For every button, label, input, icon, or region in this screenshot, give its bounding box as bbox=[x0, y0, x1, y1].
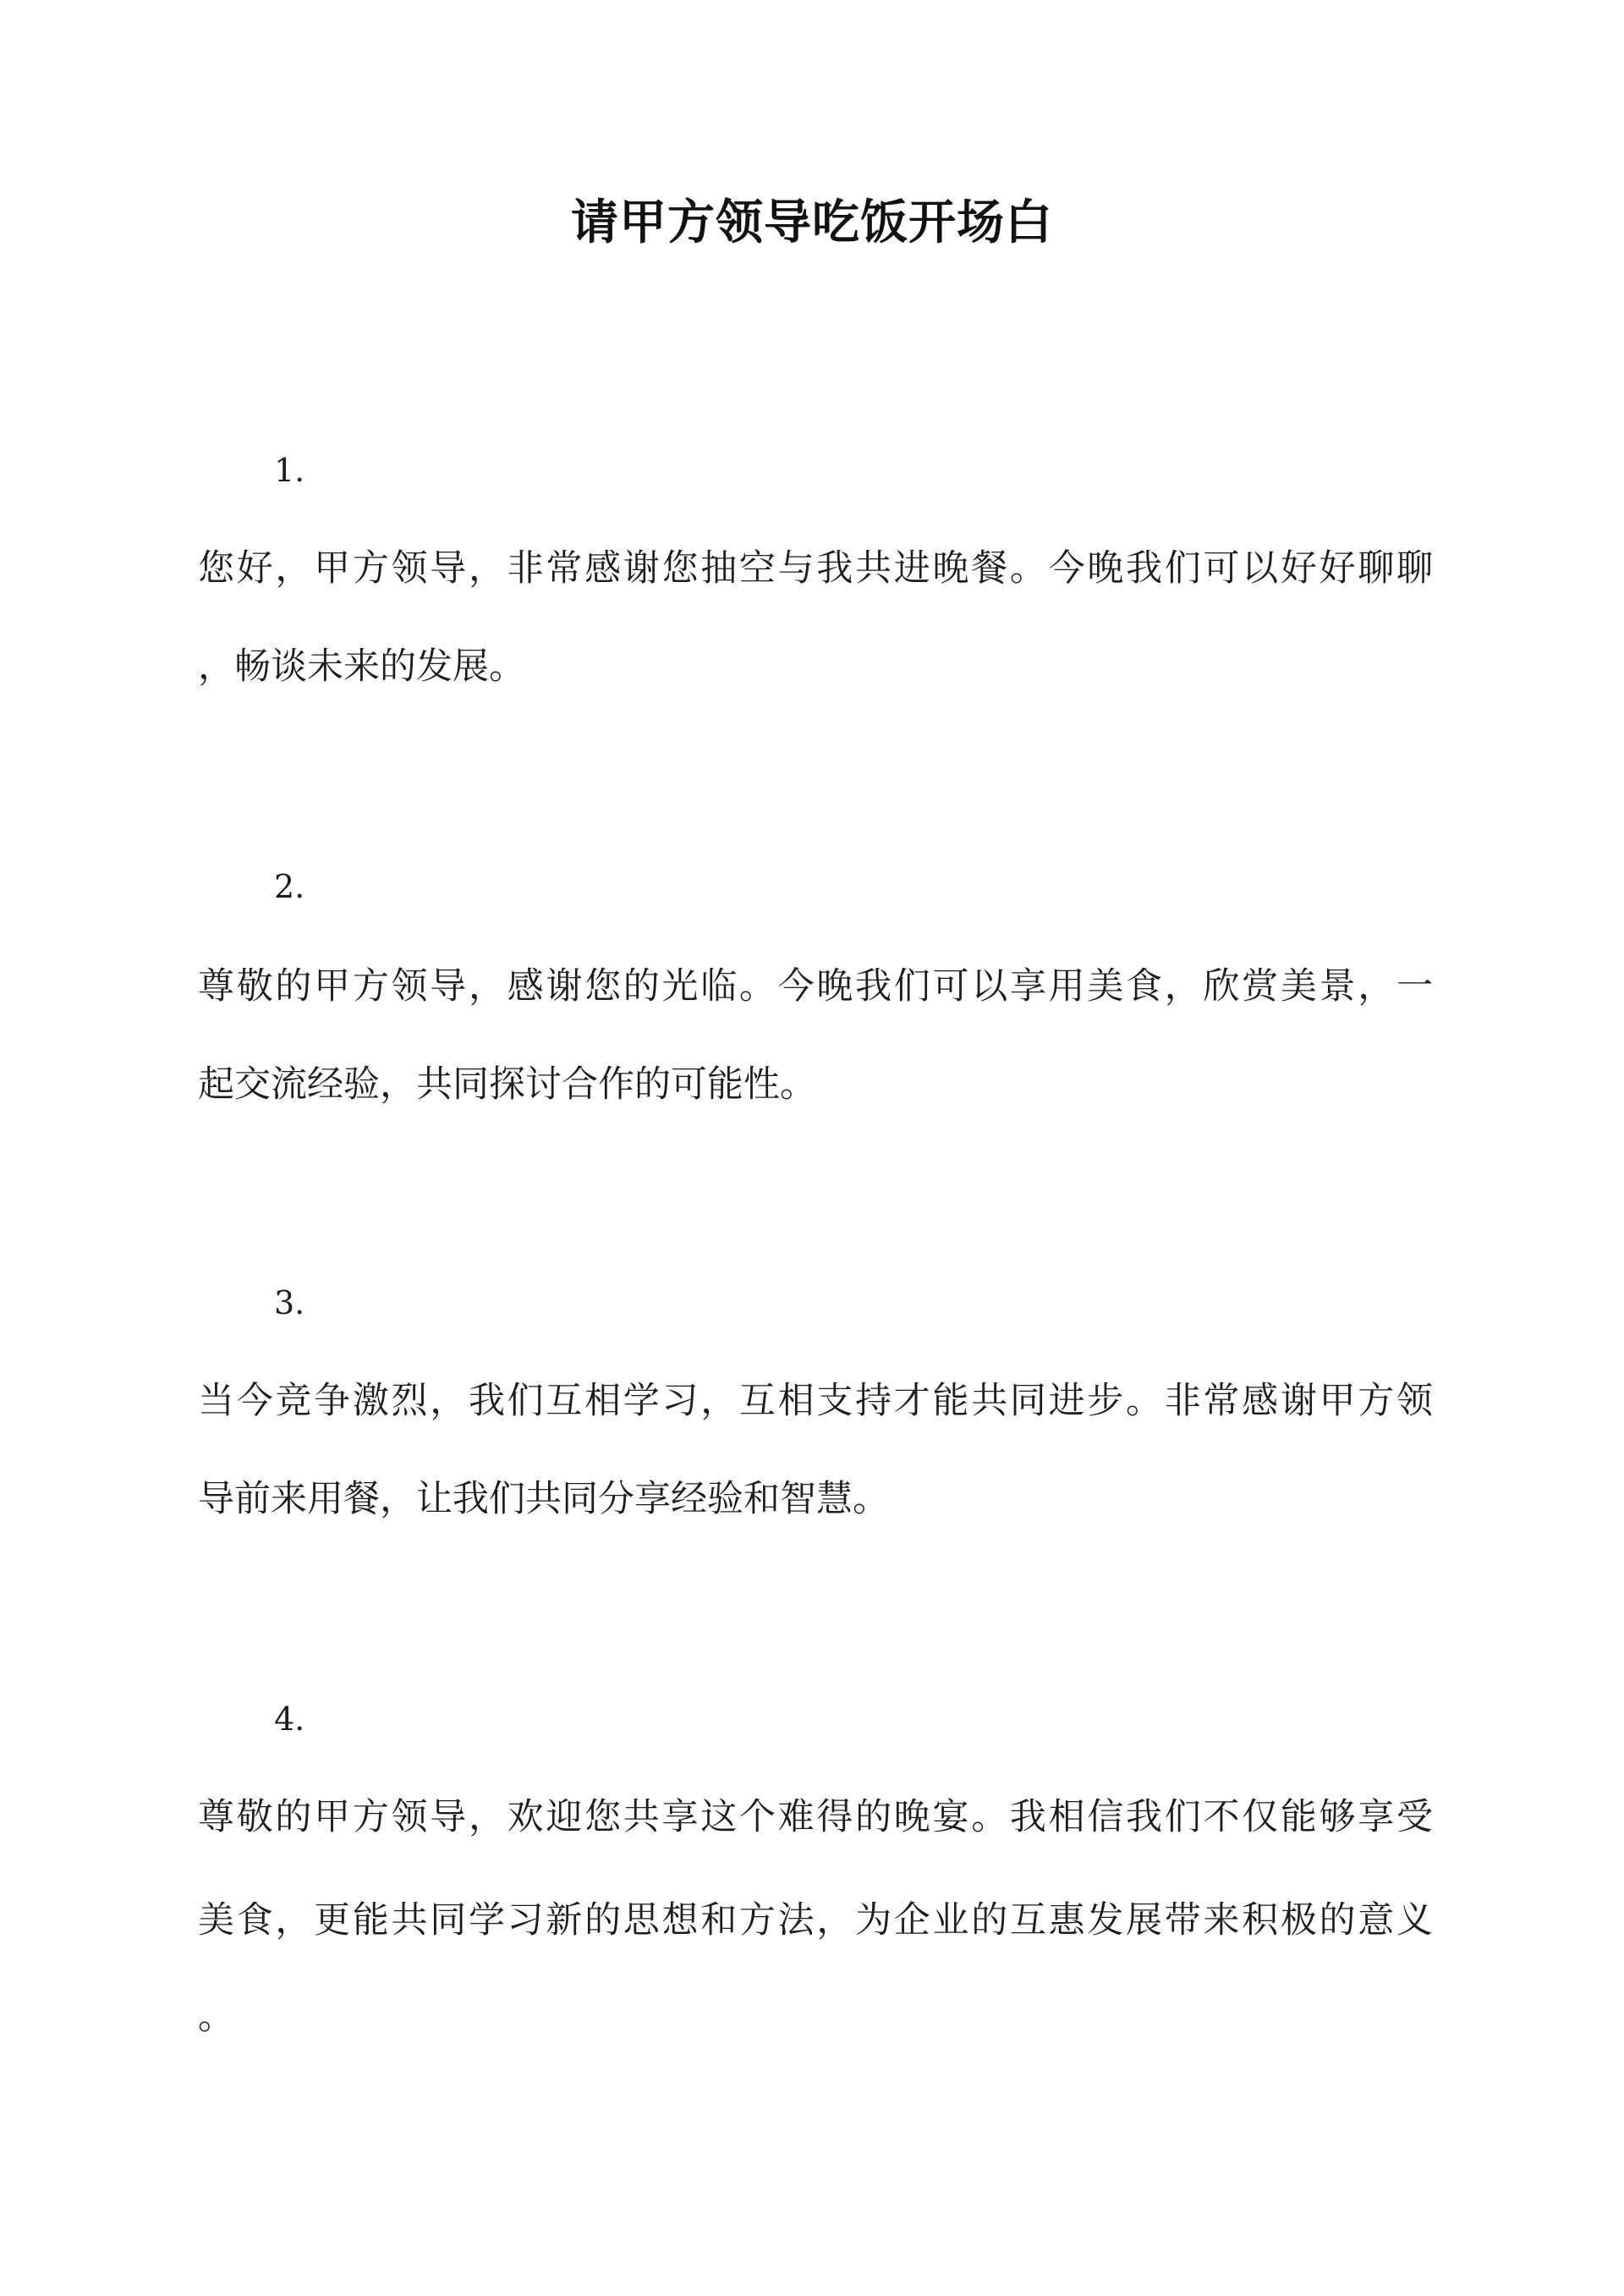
paragraph-line: 尊敬的甲方领导，感谢您的光临。今晚我们可以享用美食，欣赏美景，一 bbox=[198, 965, 1433, 1008]
paragraph-line: 起交流经验，共同探讨合作的可能性。 bbox=[198, 1063, 816, 1106]
item-number: 3. bbox=[274, 1284, 305, 1321]
paragraph-line: 美食，更能共同学习新的思想和方法，为企业的互惠发展带来积极的意义 bbox=[198, 1899, 1433, 1942]
paragraph-line: 当今竞争激烈，我们互相学习，互相支持才能共同进步。非常感谢甲方领 bbox=[198, 1380, 1433, 1422]
document-title: 请甲方领导吃饭开场白 bbox=[571, 195, 1053, 250]
paragraph-line: 尊敬的甲方领导，欢迎您共享这个难得的晚宴。我相信我们不仅能够享受 bbox=[198, 1796, 1433, 1838]
item-number: 2. bbox=[274, 868, 305, 905]
paragraph-line: 您好，甲方领导，非常感谢您抽空与我共进晚餐。今晚我们可以好好聊聊 bbox=[198, 547, 1433, 590]
paragraph-line: ，畅谈未来的发展。 bbox=[198, 645, 525, 688]
paragraph-line: 导前来用餐，让我们共同分享经验和智慧。 bbox=[198, 1478, 889, 1520]
item-number: 1. bbox=[274, 452, 305, 489]
paragraph-line: 。 bbox=[198, 1996, 234, 2038]
item-number: 4. bbox=[274, 1700, 305, 1738]
